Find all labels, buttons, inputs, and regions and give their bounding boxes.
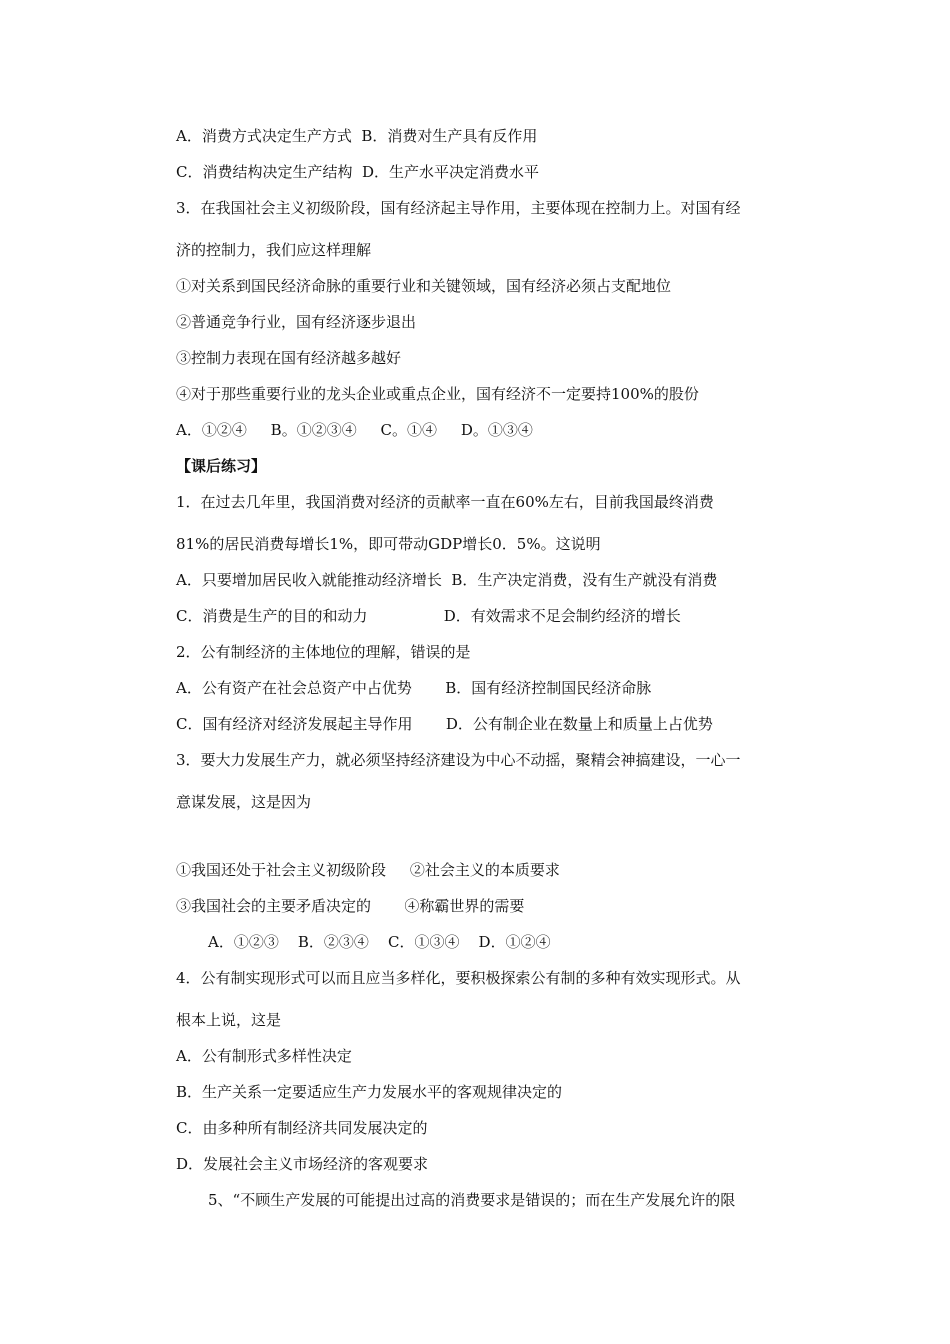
ex1-options-ab: A．只要增加居民收入就能推动经济增长 B．生产决定消费，没有生产就没有消费	[176, 571, 718, 589]
ex1-stem-line1: 1．在过去几年里，我国消费对经济的贡献率一直在60%左右，目前我国最终消费	[176, 493, 714, 511]
ex3-options: A．①②③ B．②③④ C．①③④ D．①②④	[208, 933, 551, 951]
ex2-options-cd: C．国有经济对经济发展起主导作用 D．公有制企业在数量上和质量上占优势	[176, 715, 713, 733]
ex4-option-d: D．发展社会主义市场经济的客观要求	[176, 1155, 429, 1173]
ex2-options-ab: A．公有资产在社会总资产中占优势 B．国有经济控制国民经济命脉	[176, 679, 652, 697]
ex3-stem-line1: 3．要大力发展生产力，就必须坚持经济建设为中心不动摇，聚精会神搞建设，一心一	[176, 751, 741, 769]
ex5-stem-line1: 5、“不顾生产发展的可能提出过高的消费要求是错误的；而在生产发展允许的限	[208, 1191, 736, 1209]
q3-stem-line1: 3．在我国社会主义初级阶段，国有经济起主导作用，主要体现在控制力上。对国有经	[176, 199, 741, 217]
q3-statement-3: ③控制力表现在国有经济越多越好	[176, 349, 402, 367]
ex1-options-cd: C．消费是生产的目的和动力 D．有效需求不足会制约经济的增长	[176, 607, 681, 625]
q3-options: A．①②④ B。①②③④ C。①④ D。①③④	[176, 421, 533, 439]
ex4-option-c: C．由多种所有制经济共同发展决定的	[176, 1119, 428, 1137]
q3-statement-1: ①对关系到国民经济命脉的重要行业和关键领域，国有经济必须占支配地位	[176, 277, 672, 295]
ex1-stem-line2: 81%的居民消费每增长1%，即可带动GDP增长0．5%。这说明	[176, 535, 601, 553]
ex3-statements-12: ①我国还处于社会主义初级阶段 ②社会主义的本质要求	[176, 861, 560, 879]
ex2-stem: 2．公有制经济的主体地位的理解，错误的是	[176, 643, 471, 661]
ex3-stem-line2: 意谋发展，这是因为	[176, 793, 312, 811]
q2-options-cd: C．消费结构决定生产结构 D．生产水平决定消费水平	[176, 163, 540, 181]
ex4-option-a: A．公有制形式多样性决定	[176, 1047, 352, 1065]
ex4-stem-line1: 4．公有制实现形式可以而且应当多样化，要积极探索公有制的多种有效实现形式。从	[176, 969, 741, 987]
ex3-statements-34: ③我国社会的主要矛盾决定的 ④称霸世界的需要	[176, 897, 525, 915]
q2-options-ab: A．消费方式决定生产方式 B．消费对生产具有反作用	[176, 127, 538, 145]
q3-stem-line2: 济的控制力，我们应这样理解	[176, 241, 372, 259]
q3-statement-4: ④对于那些重要行业的龙头企业或重点企业，国有经济不一定要持100%的股份	[176, 385, 699, 403]
q3-statement-2: ②普通竞争行业，国有经济逐步退出	[176, 313, 417, 331]
section-heading: 【课后练习】	[176, 457, 267, 475]
ex4-option-b: B．生产关系一定要适应生产力发展水平的客观规律决定的	[176, 1083, 563, 1101]
ex4-stem-line2: 根本上说，这是	[176, 1011, 282, 1029]
